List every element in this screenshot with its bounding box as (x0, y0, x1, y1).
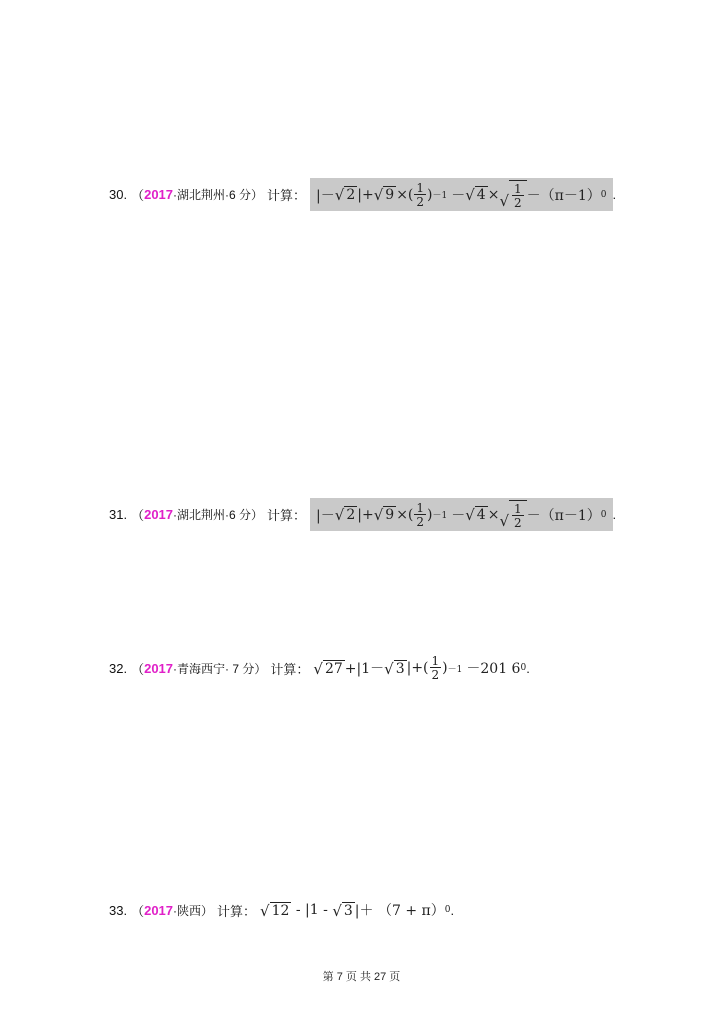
formula-token: |+ (357, 186, 374, 203)
radicand: 12 (271, 902, 290, 919)
radicand: 2 (346, 507, 356, 523)
denominator: 2 (431, 668, 440, 682)
sqrt: √ 2 (334, 506, 356, 524)
sqrt: √ 4 (465, 186, 486, 204)
radicand: 4 (476, 187, 486, 203)
formula-token: +|1－ (344, 661, 385, 677)
source-year: 2017 (144, 187, 174, 202)
sqrt: √ 27 (313, 659, 343, 678)
formula-token: ×( (396, 506, 414, 523)
problem-31 (109, 498, 616, 531)
problem-30 (109, 178, 616, 211)
radicand: 9 (385, 187, 395, 203)
fraction (414, 182, 426, 208)
page-footer: 第 7 页 共 27 页 (322, 971, 401, 983)
source-region: ·陕西） (173, 903, 214, 918)
numerator: 1 (431, 654, 440, 668)
sqrt: √ 3 (332, 901, 353, 920)
formula-token: - |1 - (291, 902, 333, 918)
source-year: 2017 (144, 902, 174, 918)
compute-label: 计算： (267, 188, 307, 203)
radicand: 4 (476, 507, 486, 523)
exponent: 0 (600, 189, 607, 200)
sqrt: √ 4 (465, 506, 486, 524)
formula-token: |＋ （7 + π） (354, 903, 445, 919)
source-region: ·青海西宁· 7 分） (173, 661, 267, 676)
formula-token: × (487, 186, 500, 203)
sqrt: √ 9 (373, 186, 395, 204)
formula-token: |－ (316, 187, 335, 204)
formula-token: |－ (316, 507, 335, 524)
formula-token: － (451, 187, 466, 204)
source-year: 2017 (144, 507, 174, 522)
end-period: . (612, 507, 617, 522)
problem-32 (109, 655, 530, 681)
formula (313, 655, 526, 681)
numerator: 1 (416, 500, 425, 515)
formula-token: ×( (396, 186, 414, 203)
formula-token: ) (442, 660, 448, 676)
formula (260, 900, 450, 920)
formula (310, 498, 612, 531)
fraction (512, 183, 524, 209)
exponent: －1 (447, 664, 463, 675)
radicand: 2 (346, 187, 356, 203)
exponent: －1 (432, 191, 448, 201)
sqrt: √ $\frac{1}{2}$ (499, 500, 526, 529)
formula-token: －（π－1） (526, 187, 601, 204)
source-open-paren: （ (131, 903, 145, 919)
problem-number: 33. (109, 902, 128, 918)
source-region: ·湖北荆州·6 分） (173, 508, 264, 522)
formula-token: ) (427, 186, 433, 203)
problem-number: 32. (109, 660, 128, 676)
formula (310, 178, 612, 211)
formula-token: |+( (406, 660, 429, 676)
end-period: . (612, 187, 617, 202)
problem-33 (109, 900, 454, 920)
end-period: . (450, 902, 455, 918)
formula-token: |+ (357, 506, 374, 523)
sqrt: √ 2 (334, 186, 356, 204)
fraction (512, 503, 524, 529)
sqrt: √ $\frac{1}{2}$ (499, 180, 526, 209)
formula-token: －201 6 (466, 661, 521, 677)
formula-token: － (451, 507, 466, 524)
denominator: 2 (514, 196, 522, 210)
formula-token: × (487, 506, 500, 523)
formula-token: ) (427, 506, 433, 523)
end-period: . (526, 660, 530, 676)
source-year: 2017 (144, 660, 174, 676)
fraction (430, 655, 442, 681)
radicand: 27 (324, 660, 343, 677)
problem-number: 30. (109, 187, 128, 202)
compute-label: 计算： (217, 903, 257, 919)
source-open-paren: （ (131, 188, 145, 203)
exponent: 0 (600, 509, 607, 520)
sqrt: √ 9 (373, 506, 395, 524)
compute-label: 计算： (267, 508, 307, 523)
sqrt: √ 3 (384, 659, 405, 678)
fraction (414, 502, 426, 528)
denominator: 2 (416, 514, 425, 529)
exponent: 0 (520, 663, 527, 673)
numerator: 1 (514, 182, 522, 196)
source-open-paren: （ (131, 661, 145, 677)
source-region: ·湖北荆州·6 分） (173, 188, 264, 202)
sqrt: √ 12 (260, 901, 290, 920)
compute-label: 计算： (270, 661, 310, 677)
numerator: 1 (416, 180, 425, 195)
problem-number: 31. (109, 507, 128, 522)
source-open-paren: （ (131, 508, 145, 523)
radicand: 3 (395, 660, 405, 677)
formula-token: －（π－1） (526, 507, 601, 524)
exponent: －1 (432, 511, 448, 521)
denominator: 2 (514, 516, 522, 530)
denominator: 2 (416, 194, 425, 209)
radicand: 3 (343, 902, 353, 919)
numerator: 1 (514, 502, 522, 516)
exponent: 0 (444, 905, 451, 915)
radicand: 9 (385, 507, 395, 523)
